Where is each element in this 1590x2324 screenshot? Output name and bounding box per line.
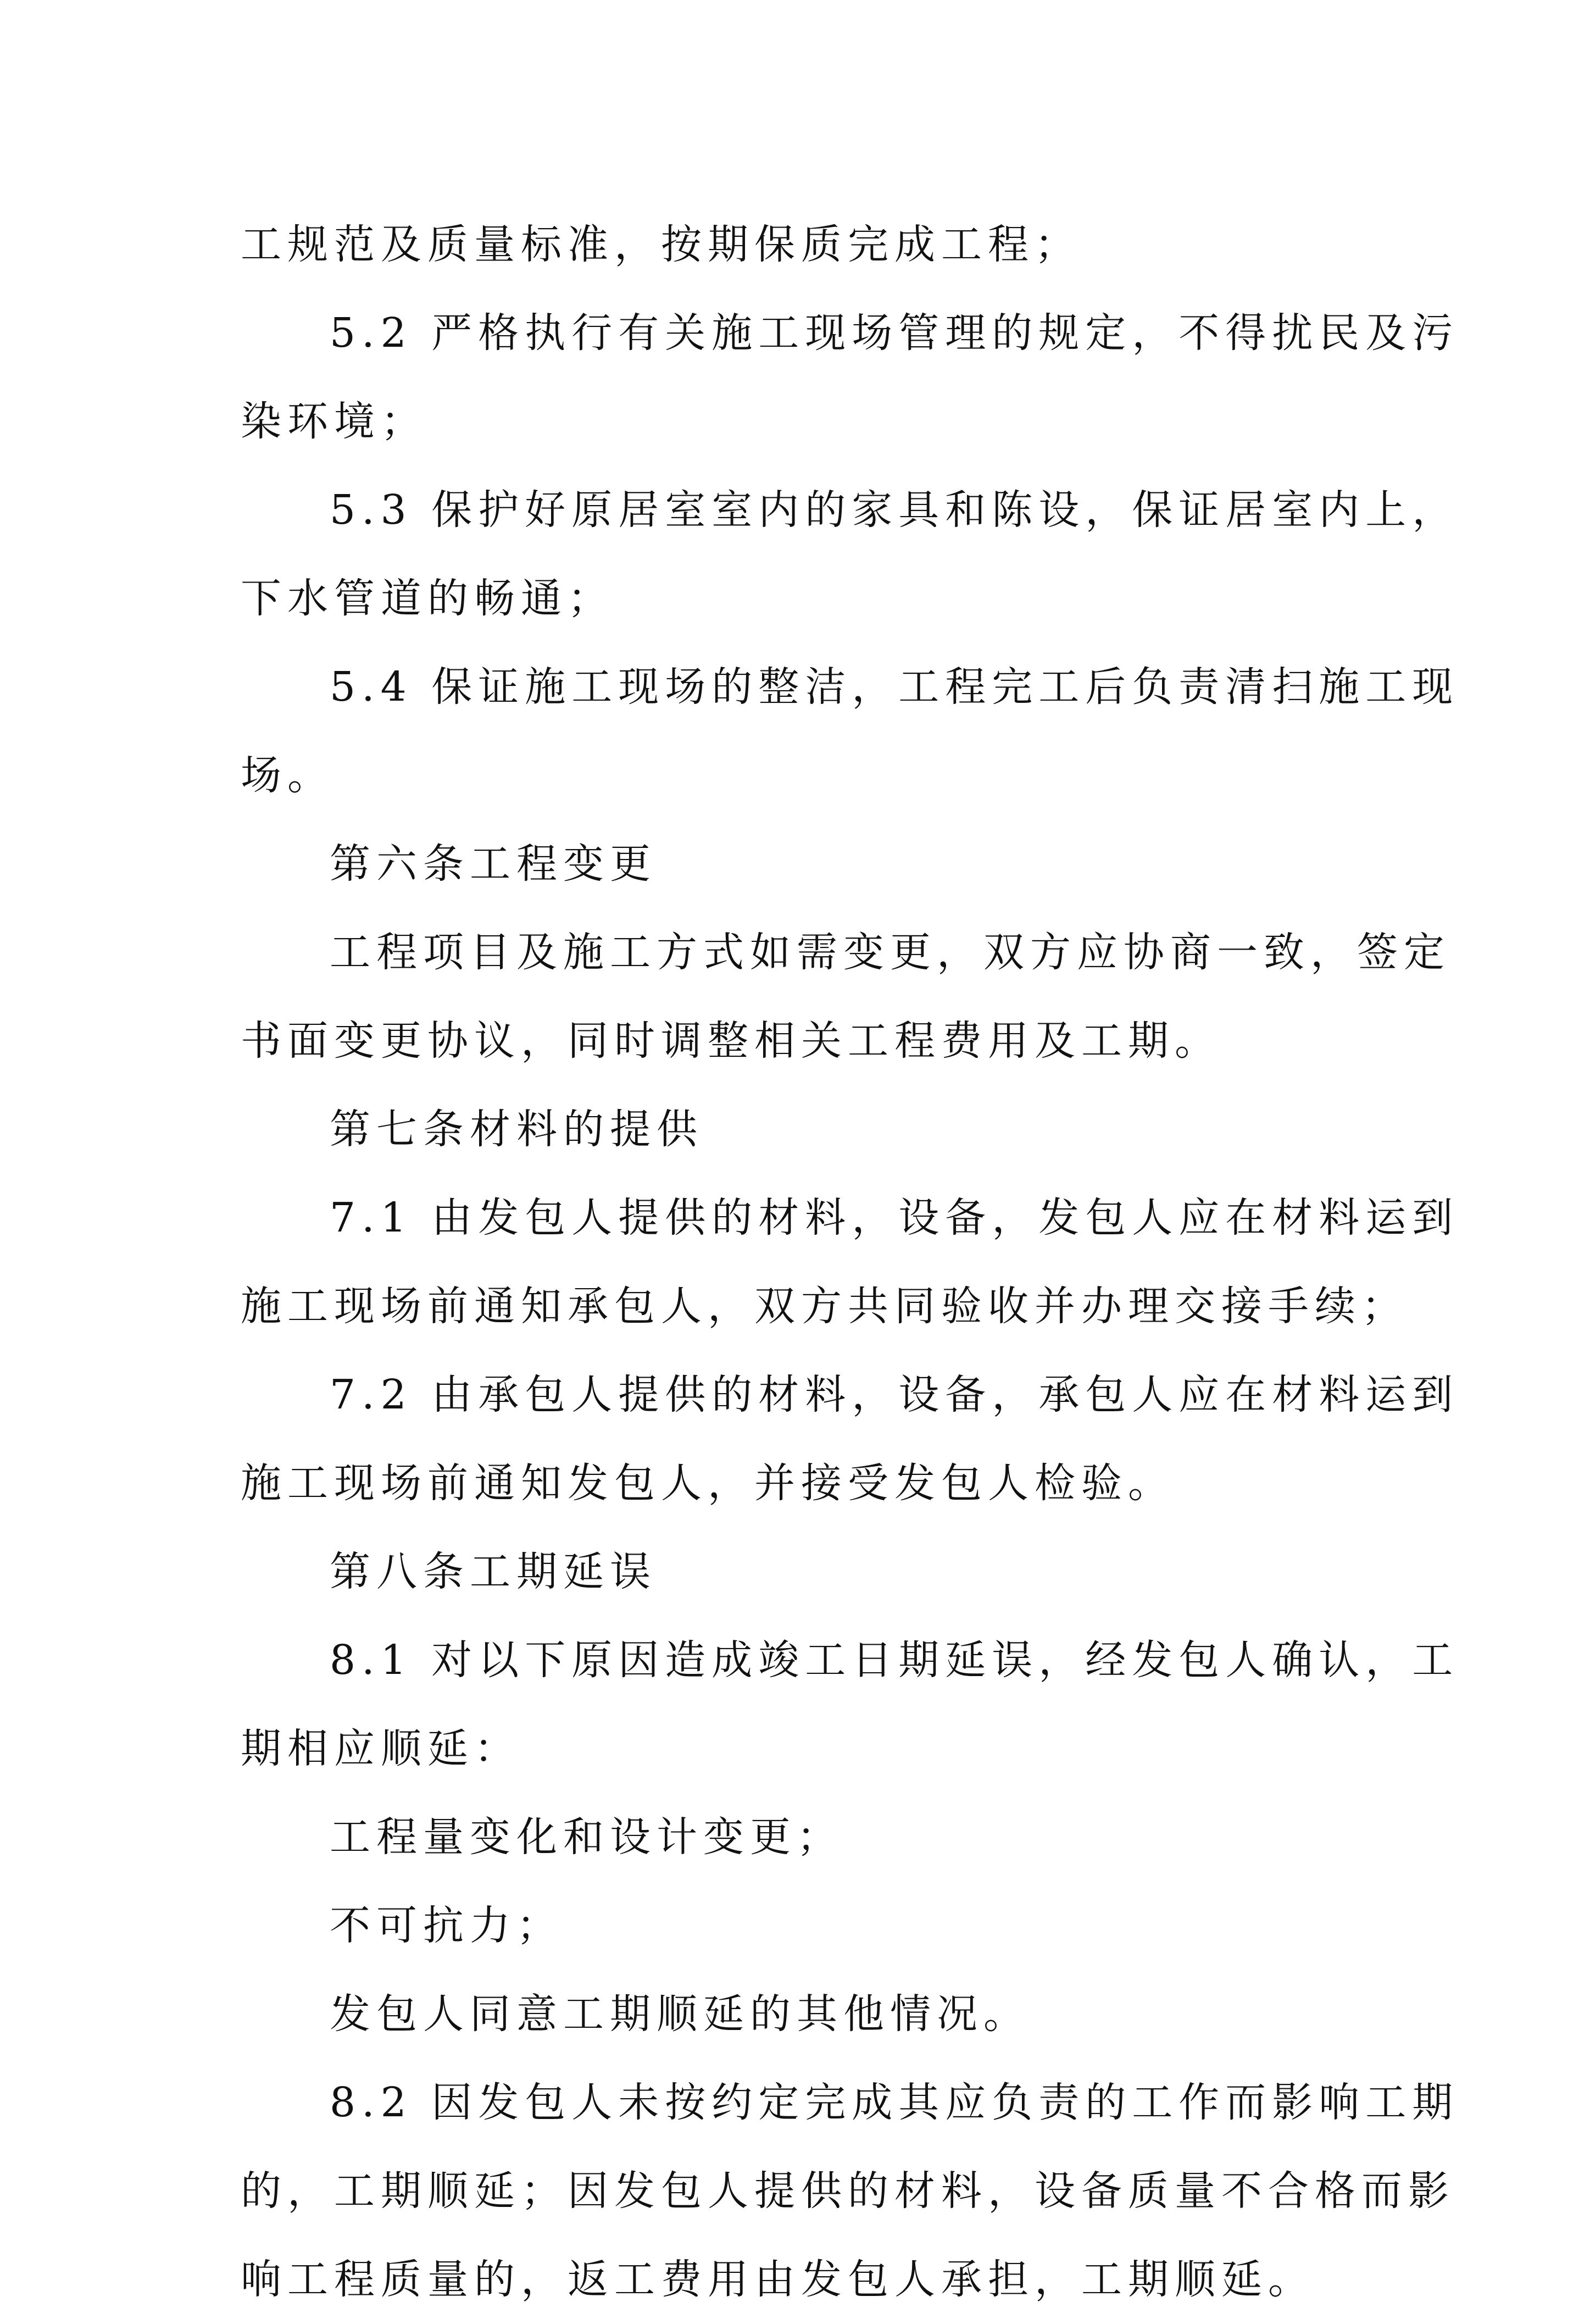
text-line: 施工现场前通知承包人，双方共同验收并办理交接手续；: [241, 1283, 1408, 1330]
text-line: 8.2 因发包人未按约定完成其应负责的工作而影响工期: [330, 2079, 1459, 2126]
text-line: 7.2 由承包人提供的材料，设备，承包人应在材料运到: [330, 1371, 1459, 1418]
text-line: 场。: [241, 752, 334, 799]
section-heading: 第八条工期延误: [330, 1548, 657, 1595]
text-line: 下水管道的畅通；: [241, 575, 614, 622]
document-body: [241, 201, 1459, 2324]
section-heading: 第六条工程变更: [330, 840, 657, 888]
text-line: 8.1 对以下原因造成竣工日期延误，经发包人确认，工: [330, 1637, 1459, 1684]
text-line: 的，工期顺延；因发包人提供的材料，设备质量不合格而影: [241, 2167, 1455, 2215]
text-line: 发包人同意工期顺延的其他情况。: [330, 1990, 1030, 2038]
text-line: 5.4 保证施工现场的整洁，工程完工后负责清扫施工现: [330, 663, 1459, 711]
section-heading: 第七条材料的提供: [330, 1106, 703, 1153]
text-line: 响工程质量的，返工费用由发包人承担，工期顺延。: [241, 2256, 1315, 2303]
text-line: 期相应顺延：: [241, 1725, 521, 1772]
text-line: 7.1 由发包人提供的材料，设备，发包人应在材料运到: [330, 1194, 1459, 1241]
text-line: 书面变更协议，同时调整相关工程费用及工期。: [241, 1017, 1221, 1064]
text-line: 5.3 保护好原居室室内的家具和陈设，保证居室内上，: [330, 486, 1459, 534]
text-line: 染环境；: [241, 398, 427, 445]
text-line: 工程量变化和设计变更；: [330, 1813, 843, 1861]
text-line: 5.2 严格执行有关施工现场管理的规定，不得扰民及污: [330, 309, 1459, 357]
text-line: 不可抗力；: [330, 1902, 563, 1949]
text-line: 工程项目及施工方式如需变更，双方应协商一致，签定: [330, 929, 1450, 976]
text-line: 施工现场前通知发包人，并接受发包人检验。: [241, 1460, 1175, 1507]
text-line: 工规范及质量标准，按期保质完成工程；: [241, 221, 1081, 268]
